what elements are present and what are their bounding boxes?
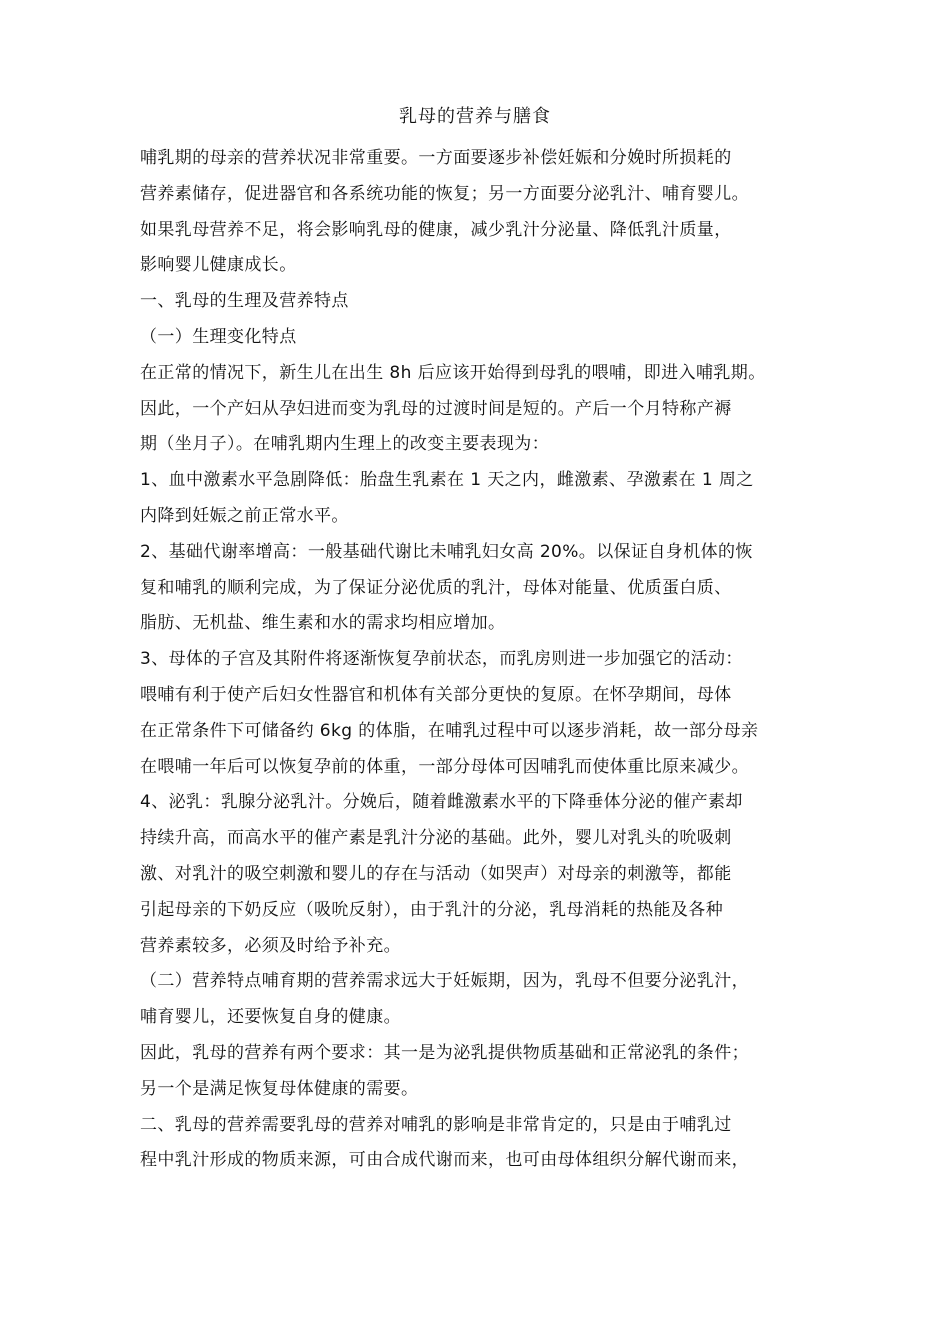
body-text-line: 喂哺有利于使产后妇女性器官和机体有关部分更快的复原。在怀孕期间，母体: [140, 684, 732, 705]
body-text-line: 如果乳母营养不足，将会影响乳母的健康，减少乳汁分泌量、降低乳汁质量，: [140, 219, 732, 240]
body-text-line: 二、乳母的营养需要乳母的营养对哺乳的影响是非常肯定的，只是由于哺乳过: [140, 1114, 732, 1135]
document-title: 乳母的营养与膳食: [399, 106, 551, 127]
body-text-line: 期（坐月子）。在哺乳期内生理上的改变主要表现为：: [140, 434, 550, 455]
body-text-line: 因此，一个产妇从孕妇进而变为乳母的过渡时间是短的。产后一个月特称产褥: [140, 398, 732, 419]
body-text-line: 引起母亲的下奶反应（吸吮反射），由于乳汁的分泌，乳母消耗的热能及各种: [140, 899, 724, 920]
body-text-line: 内降到妊娠之前正常水平。: [140, 505, 349, 526]
body-text-line: 激、对乳汁的吸空刺激和婴儿的存在与活动（如哭声）对母亲的刺激等，都能: [140, 863, 732, 884]
body-text-line: 哺育婴儿，还要恢复自身的健康。: [140, 1007, 401, 1028]
document-body: [140, 141, 810, 1179]
body-text-line: 持续升高，而高水平的催产素是乳汁分泌的基础。此外，婴儿对乳头的吮吸刺: [140, 828, 732, 849]
body-text-line: 营养素较多，必须及时给予补充。: [140, 935, 401, 956]
body-text-line: 脂肪、无机盐、维生素和水的需求均相应增加。: [140, 613, 506, 634]
body-text-line: （一）生理变化特点: [140, 326, 297, 347]
body-text-line: 2、基础代谢率增高：一般基础代谢比未哺乳妇女高 20%。以保证自身机体的恢: [140, 541, 753, 562]
body-text-line: 在喂哺一年后可以恢复孕前的体重，一部分母体可因哺乳而使体重比原来减少。: [140, 756, 749, 777]
body-text-line: 4、泌乳：乳腺分泌乳汁。分娩后，随着雌激素水平的下降垂体分泌的催产素却: [140, 792, 743, 813]
body-text-line: 1、血中激素水平急剧降低：胎盘生乳素在 1 天之内，雌激素、孕激素在 1 周之: [140, 470, 754, 491]
body-text-line: 复和哺乳的顺利完成，为了保证分泌优质的乳汁，母体对能量、优质蛋白质、: [140, 577, 732, 598]
body-text-line: （二）营养特点哺育期的营养需求远大于妊娠期，因为，乳母不但要分泌乳汁，: [140, 971, 749, 992]
body-text-line: 3、母体的子宫及其附件将逐渐恢复孕前状态，而乳房则进一步加强它的活动：: [140, 649, 743, 670]
body-text-line: 在正常条件下可储备约 6kg 的体脂，在哺乳过程中可以逐步消耗，故一部分母亲: [140, 720, 759, 741]
body-text-line: 哺乳期的母亲的营养状况非常重要。一方面要逐步补偿妊娠和分娩时所损耗的: [140, 148, 732, 168]
body-text-line: 营养素储存，促进器官和各系统功能的恢复；另一方面要分泌乳汁、哺育婴儿。: [140, 183, 749, 204]
body-text-line: 在正常的情况下，新生儿在出生 8h 后应该开始得到母乳的喂哺，即进入哺乳期。: [140, 362, 766, 383]
body-text-line: 一、乳母的生理及营养特点: [140, 291, 349, 312]
body-text-line: 程中乳汁形成的物质来源，可由合成代谢而来，也可由母体组织分解代谢而来，: [140, 1150, 749, 1171]
body-text-line: 影响婴儿健康成长。: [140, 255, 297, 276]
body-text-line: 另一个是满足恢复母体健康的需要。: [140, 1078, 419, 1099]
body-text-line: 因此，乳母的营养有两个要求：其一是为泌乳提供物质基础和正常泌乳的条件；: [140, 1042, 749, 1063]
